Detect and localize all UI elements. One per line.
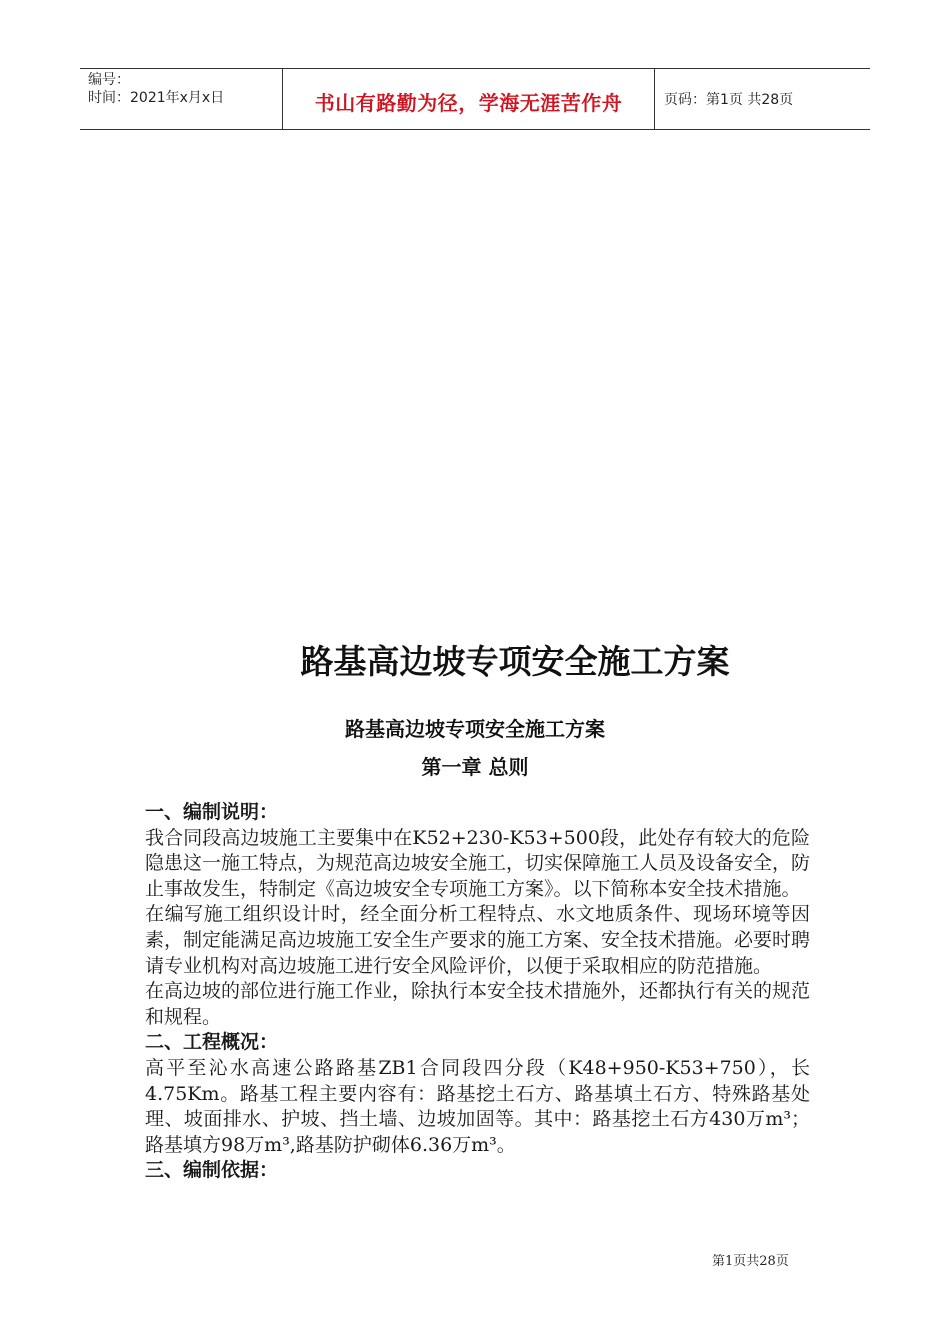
- header-motto: 书山有路勤为径，学海无涯苦作舟: [314, 91, 623, 115]
- paragraph: 在高边坡的部位进行施工作业，除执行本安全技术措施外，还都执行有关的规范和规程。: [145, 980, 811, 1028]
- page-header: [80, 68, 870, 130]
- document-body: [145, 800, 810, 1184]
- section-heading-2: 二、工程概况：: [145, 1031, 279, 1054]
- document-subtitle: 路基高边坡专项安全施工方案: [345, 717, 605, 741]
- document-number-label: 编号：: [88, 72, 130, 88]
- paragraph: 高平至沁水高速公路路基ZB1合同段四分段（K48+950-K53+750），长4.75Km。路基工程主要内容有：路基挖土石方、路基填土石方、特殊路基处理、坡面排水、护坡、挡土墙、边坡加固等。其中：路基挖土石方430万m³；路基填方98万m³,路基防护砌体6.36万m³。: [145, 1056, 810, 1156]
- paragraph: 我合同段高边坡施工主要集中在K52+230-K53+500段，此处存有较大的危险隐患这一施工特点，为规范高边坡安全施工，切实保障施工人员及设备安全，防止事故发生，特制定《高边坡安全专项施工方案》。以下简称本安全技术措施。: [145, 826, 811, 900]
- header-page-number: 页码：第1页 共28页: [664, 92, 794, 108]
- header-meta: [88, 71, 283, 107]
- chapter-heading: 第一章 总则: [421, 755, 529, 779]
- section-heading-3: 三、编制依据：: [145, 1159, 279, 1182]
- document-time-label: 时间：2021年x月x日: [88, 90, 225, 106]
- section-heading-1: 一、编制说明：: [145, 801, 279, 823]
- paragraph: 在编写施工组织设计时，经全面分析工程特点、水文地质条件、现场环境等因素，制定能满足高边坡施工安全生产要求的施工方案、安全技术措施。必要时聘请专业机构对高边坡施工进行安全风险评价，以便于采取相应的防范措施。: [145, 903, 811, 977]
- header-divider-right: [654, 69, 655, 129]
- page-footer: 第1页共28页: [712, 1254, 789, 1269]
- document-title: 路基高边坡专项安全施工方案: [300, 642, 730, 681]
